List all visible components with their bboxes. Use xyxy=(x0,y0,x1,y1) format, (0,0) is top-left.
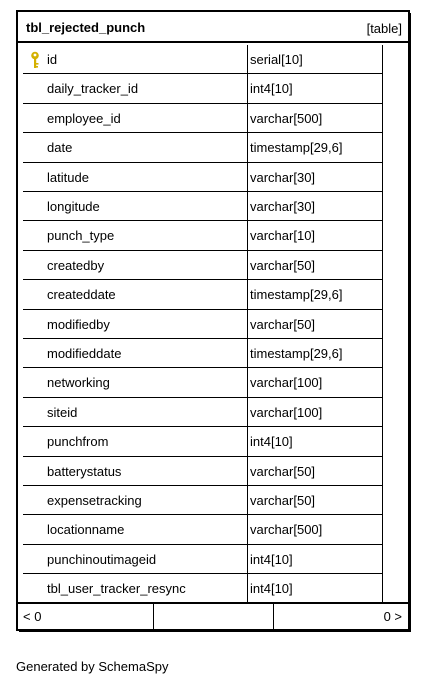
column-row[interactable] xyxy=(18,368,408,397)
column-type-cell xyxy=(248,545,383,574)
column-type-cell xyxy=(248,515,383,544)
column-name: siteid xyxy=(47,404,78,420)
parent-count[interactable]: < 0 xyxy=(23,609,42,624)
column-name-cell xyxy=(23,457,248,486)
column-row[interactable] xyxy=(18,545,408,574)
column-type-cell xyxy=(248,574,383,603)
column-name: locationname xyxy=(47,522,125,538)
column-name-cell xyxy=(23,398,248,427)
column-name: punch_type xyxy=(47,228,115,244)
column-type-cell xyxy=(248,368,383,397)
table-name[interactable]: tbl_rejected_punch xyxy=(26,20,146,35)
column-type-cell xyxy=(248,339,383,368)
column-name: punchfrom xyxy=(47,434,109,450)
column-type: varchar[50] xyxy=(250,257,316,273)
column-type: int4[10] xyxy=(250,551,293,567)
column-name: punchinoutimageid xyxy=(47,551,157,567)
column-type-cell xyxy=(248,163,383,192)
column-type: int4[10] xyxy=(250,434,293,450)
column-row[interactable] xyxy=(18,251,408,280)
column-name-cell xyxy=(23,104,248,133)
column-type: varchar[30] xyxy=(250,199,316,214)
column-type-cell xyxy=(248,221,383,250)
table-header xyxy=(18,12,408,43)
column-name-cell xyxy=(23,545,248,574)
column-name-cell xyxy=(23,163,248,192)
column-type: int4[10] xyxy=(250,581,293,597)
generator-credit: Generated by SchemaSpy xyxy=(16,659,169,674)
column-name: networking xyxy=(47,375,110,391)
schema-table xyxy=(16,10,410,631)
column-type: varchar[30] xyxy=(250,169,316,185)
column-type: timestamp[29,6] xyxy=(250,287,343,303)
column-type: int4[10] xyxy=(250,81,293,97)
column-name-cell xyxy=(23,368,248,397)
column-type: varchar[500] xyxy=(250,110,323,126)
column-type: varchar[50] xyxy=(250,493,316,508)
column-row[interactable] xyxy=(18,310,408,339)
key-icon xyxy=(29,51,41,69)
column-type-cell xyxy=(248,427,383,456)
column-type: varchar[50] xyxy=(250,316,316,332)
column-row[interactable] xyxy=(18,398,408,427)
column-name: modifiedby xyxy=(47,316,110,332)
column-row[interactable] xyxy=(18,221,408,250)
column-row[interactable] xyxy=(18,339,408,368)
column-type-cell xyxy=(248,251,383,280)
table-type-label: [table] xyxy=(366,21,402,36)
column-type: timestamp[29,6] xyxy=(250,346,343,361)
column-name: latitude xyxy=(47,169,89,185)
column-row[interactable] xyxy=(18,486,408,515)
column-name-cell xyxy=(23,486,248,515)
footer-divider xyxy=(273,604,274,629)
column-type-cell xyxy=(248,457,383,486)
column-row[interactable] xyxy=(18,104,408,133)
column-row[interactable] xyxy=(18,574,408,603)
column-name-cell xyxy=(23,251,248,280)
column-type: varchar[10] xyxy=(250,228,316,244)
column-type-cell xyxy=(248,398,383,427)
child-count[interactable]: 0 > xyxy=(383,609,402,624)
column-row[interactable] xyxy=(18,427,408,456)
column-name-cell xyxy=(23,339,248,368)
column-name: modifieddate xyxy=(47,346,122,361)
column-name-cell xyxy=(23,45,248,74)
column-row[interactable] xyxy=(18,457,408,486)
column-name: batterystatus xyxy=(47,463,122,479)
column-name-cell xyxy=(23,133,248,162)
column-name: createddate xyxy=(47,287,116,303)
column-row[interactable] xyxy=(18,192,408,221)
column-name: daily_tracker_id xyxy=(47,81,139,97)
column-row[interactable] xyxy=(18,515,408,544)
column-name: date xyxy=(47,140,73,156)
table-footer xyxy=(18,602,408,629)
column-type: serial[10] xyxy=(250,52,303,67)
column-type: varchar[50] xyxy=(250,463,316,479)
column-name-cell xyxy=(23,221,248,250)
column-name: id xyxy=(47,52,58,67)
column-row[interactable] xyxy=(18,74,408,103)
column-name-cell xyxy=(23,74,248,103)
column-row[interactable] xyxy=(18,163,408,192)
column-row[interactable] xyxy=(18,45,408,74)
footer-divider xyxy=(153,604,154,629)
column-type-cell xyxy=(248,310,383,339)
column-name-cell xyxy=(23,427,248,456)
column-type: timestamp[29,6] xyxy=(250,140,343,156)
column-name: expensetracking xyxy=(47,493,142,508)
column-type-cell xyxy=(248,133,383,162)
column-type-cell xyxy=(248,74,383,103)
column-type-cell xyxy=(248,104,383,133)
column-type-cell xyxy=(248,45,383,74)
column-name-cell xyxy=(23,515,248,544)
column-row[interactable] xyxy=(18,133,408,162)
column-name-cell xyxy=(23,310,248,339)
column-name: employee_id xyxy=(47,110,121,126)
column-name-cell xyxy=(23,280,248,309)
column-name: longitude xyxy=(47,199,100,214)
table-box xyxy=(16,10,410,631)
column-type-cell xyxy=(248,486,383,515)
column-name: tbl_user_tracker_resync xyxy=(47,581,186,597)
column-name: createdby xyxy=(47,257,105,273)
column-row[interactable] xyxy=(18,280,408,309)
column-type-cell xyxy=(248,192,383,221)
column-type: varchar[100] xyxy=(250,375,323,391)
column-type-cell xyxy=(248,280,383,309)
column-type: varchar[500] xyxy=(250,522,323,538)
column-name-cell xyxy=(23,574,248,603)
column-type: varchar[100] xyxy=(250,404,323,420)
column-name-cell xyxy=(23,192,248,221)
